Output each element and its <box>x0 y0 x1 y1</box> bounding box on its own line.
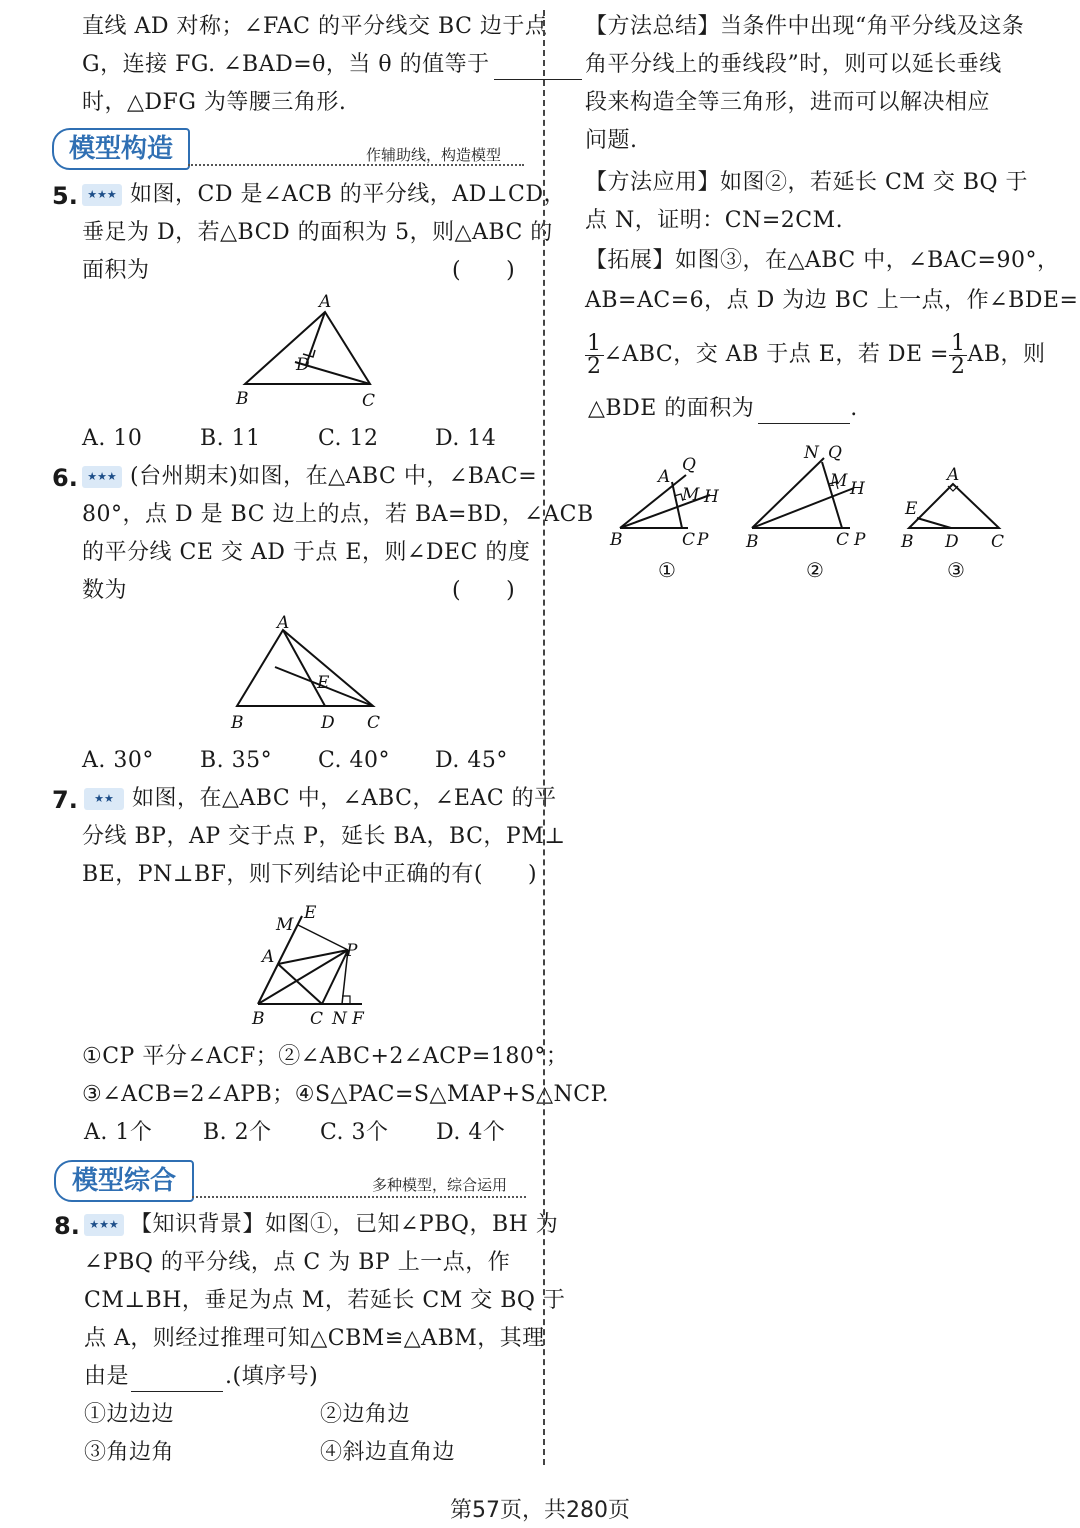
section-title-model-synthesis: 模型综合 <box>54 1160 194 1202</box>
answer-paren[interactable]: ( ) <box>452 258 516 283</box>
section-title-model-construct: 模型构造 <box>52 128 190 170</box>
text-line: 点 N，证明：CN=2CM. <box>585 208 844 233</box>
vertex-label: H <box>850 479 865 499</box>
text-line: 【拓展】如图③，在△ABC 中，∠BAC=90°， <box>585 248 1060 273</box>
conclusion-line: ①CP 平分∠ACF；②∠ABC+2∠ACP=180°； <box>82 1044 569 1069</box>
vertex-label: P <box>697 530 709 550</box>
section-tag: 多种模型，综合运用 <box>372 1176 508 1194</box>
figure-1 <box>600 450 735 590</box>
vertex-label: D <box>296 355 310 375</box>
vertex-label: A <box>658 467 671 487</box>
figure-3 <box>895 458 1015 590</box>
question-text: 面积为 <box>82 258 150 283</box>
text-line: AB=AC=6，点 D 为边 BC 上一点，作∠BDE= <box>585 288 1079 313</box>
difficulty-stars: ★★★ <box>84 1214 124 1236</box>
difficulty-stars: ★★ <box>84 788 124 810</box>
vertex-label: A <box>277 614 290 633</box>
text-line: 段来构造全等三角形，进而可以解决相应 <box>585 90 991 115</box>
choice: ②边角边 <box>320 1402 411 1427</box>
vertex-label: B <box>231 713 244 733</box>
answer-blank[interactable] <box>131 1369 223 1392</box>
figure-label: ② <box>806 558 824 582</box>
question-text: 分线 BP，AP 交于点 P，延长 BA，BC，PM⊥ <box>82 824 566 849</box>
question-text: 【知识背景】如图①，已知∠PBQ，BH 为 <box>130 1212 559 1237</box>
text-line: 时，△DFG 为等腰三角形. <box>82 90 347 115</box>
option[interactable]: D. 4个 <box>436 1120 506 1145</box>
answer-blank[interactable] <box>494 57 582 80</box>
difficulty-stars: ★★★ <box>82 466 122 488</box>
vertex-label: C <box>310 1009 324 1029</box>
text-line: 【方法总结】当条件中出现“角平分线及这条 <box>585 14 1025 39</box>
vertex-label: B <box>610 530 623 550</box>
option[interactable]: A. 1个 <box>84 1120 153 1145</box>
answer-paren[interactable]: ( ) <box>452 578 516 603</box>
fraction-half: $\frac{1}{2}$ <box>950 330 966 379</box>
vertex-label: E <box>905 499 918 519</box>
option[interactable]: C. 3个 <box>320 1120 389 1145</box>
option[interactable]: C. 12 <box>318 426 379 451</box>
figure-label: ① <box>658 558 676 582</box>
vertex-label: M <box>830 471 848 491</box>
question-text: BE，PN⊥BF，则下列结论中正确的有( ) <box>82 862 538 887</box>
vertex-label: H <box>704 487 719 507</box>
page-counter: 第57页，共280页 <box>450 1498 630 1523</box>
vertex-label: C <box>836 530 850 550</box>
answer-blank[interactable] <box>758 401 850 424</box>
vertex-label: D <box>321 713 335 733</box>
q6-figure <box>225 614 395 736</box>
q5-figure <box>230 292 390 412</box>
option[interactable]: D. 14 <box>435 426 497 451</box>
choice: ④斜边直角边 <box>320 1440 456 1465</box>
vertex-label: D <box>945 532 959 552</box>
question-text: 的平分线 CE 交 AD 于点 E，则∠DEC 的度 <box>82 540 531 565</box>
text-line: G，连接 FG. ∠BAD=θ，当 θ 的值等于 <box>82 50 582 80</box>
question-text: 由是 .(填序号) <box>84 1362 318 1392</box>
vertex-label: M <box>682 485 700 505</box>
vertex-label: A <box>319 292 332 312</box>
vertex-label: E <box>304 903 317 923</box>
vertex-label: F <box>352 1009 364 1029</box>
question-text: 如图，CD 是∠ACB 的平分线，AD⊥CD， <box>130 182 566 207</box>
question-text: 垂足为 D，若△BCD 的面积为 5，则△ABC 的 <box>82 220 553 245</box>
question-number: 5. <box>52 182 78 210</box>
vertex-label: B <box>901 532 914 552</box>
question-number: 7. <box>52 786 78 814</box>
vertex-label: P <box>346 941 358 961</box>
vertex-label: C <box>682 530 696 550</box>
fraction-half: $\frac{1}{2}$ <box>587 330 602 379</box>
conclusion-line: ③∠ACB=2∠APB；④S△PAC=S△MAP+S△NCP. <box>82 1082 609 1107</box>
vertex-label: C <box>362 391 376 411</box>
figure-2 <box>742 438 882 590</box>
option[interactable]: B. 11 <box>200 426 261 451</box>
vertex-label: C <box>367 713 381 733</box>
vertex-label: N <box>332 1009 347 1029</box>
q7-figure <box>240 898 380 1030</box>
vertex-label: E <box>317 673 330 693</box>
text-line: △BDE 的面积为 . <box>588 394 858 424</box>
vertex-label: N <box>804 443 819 463</box>
text-line: 角平分线上的垂线段”时，则可以延长垂线 <box>585 52 1002 77</box>
question-text: 如图，在△ABC 中，∠ABC，∠EAC 的平 <box>132 786 557 811</box>
option[interactable]: B. 35° <box>200 748 273 773</box>
question-text: 80°，点 D 是 BC 边上的点，若 BA=BD，∠ACB <box>82 502 594 527</box>
question-number: 6. <box>52 464 78 492</box>
option[interactable]: A. 10 <box>82 426 143 451</box>
vertex-label: P <box>854 530 866 550</box>
text-line: 直线 AD 对称；∠FAC 的平分线交 BC 边于点 <box>82 14 548 39</box>
question-text: CM⊥BH，垂足为点 M，若延长 CM 交 BQ 于 <box>84 1288 566 1313</box>
option[interactable]: A. 30° <box>82 748 154 773</box>
vertex-label: B <box>746 532 759 552</box>
vertex-label: M <box>276 915 294 935</box>
vertex-label: B <box>252 1009 265 1029</box>
question-number: 8. <box>54 1212 80 1240</box>
text-line: 【方法应用】如图②，若延长 CM 交 BQ 于 <box>585 170 1029 195</box>
option[interactable]: D. 45° <box>435 748 508 773</box>
vertex-label: B <box>236 389 249 409</box>
difficulty-stars: ★★★ <box>82 184 122 206</box>
question-text: 点 A，则经过推理可知△CBM≌△ABM，其理 <box>84 1326 545 1351</box>
section-tag: 作辅助线，构造模型 <box>366 146 502 164</box>
vertex-label: Q <box>682 455 696 475</box>
choice: ①边边边 <box>84 1402 175 1427</box>
text-line: 问题. <box>585 128 638 153</box>
option[interactable]: B. 2个 <box>203 1120 272 1145</box>
column-divider <box>543 10 545 1465</box>
vertex-label: Q <box>828 443 842 463</box>
text-line-fraction: $\frac{1}{2}$ ∠ABC，交 AB 于点 E，若 DE = $\frac{1}{2}$ AB，则 <box>587 330 1046 379</box>
figure-label: ③ <box>947 558 965 582</box>
section-divider <box>192 1196 526 1198</box>
vertex-label: C <box>991 532 1005 552</box>
question-text: (台州期末)如图，在△ABC 中，∠BAC= <box>130 464 538 489</box>
vertex-label: A <box>947 465 960 485</box>
question-text: 数为 <box>82 578 128 603</box>
vertex-label: A <box>262 947 275 967</box>
question-text: ∠PBQ 的平分线，点 C 为 BP 上一点，作 <box>84 1250 511 1275</box>
option[interactable]: C. 40° <box>318 748 391 773</box>
choice: ③角边角 <box>84 1440 175 1465</box>
